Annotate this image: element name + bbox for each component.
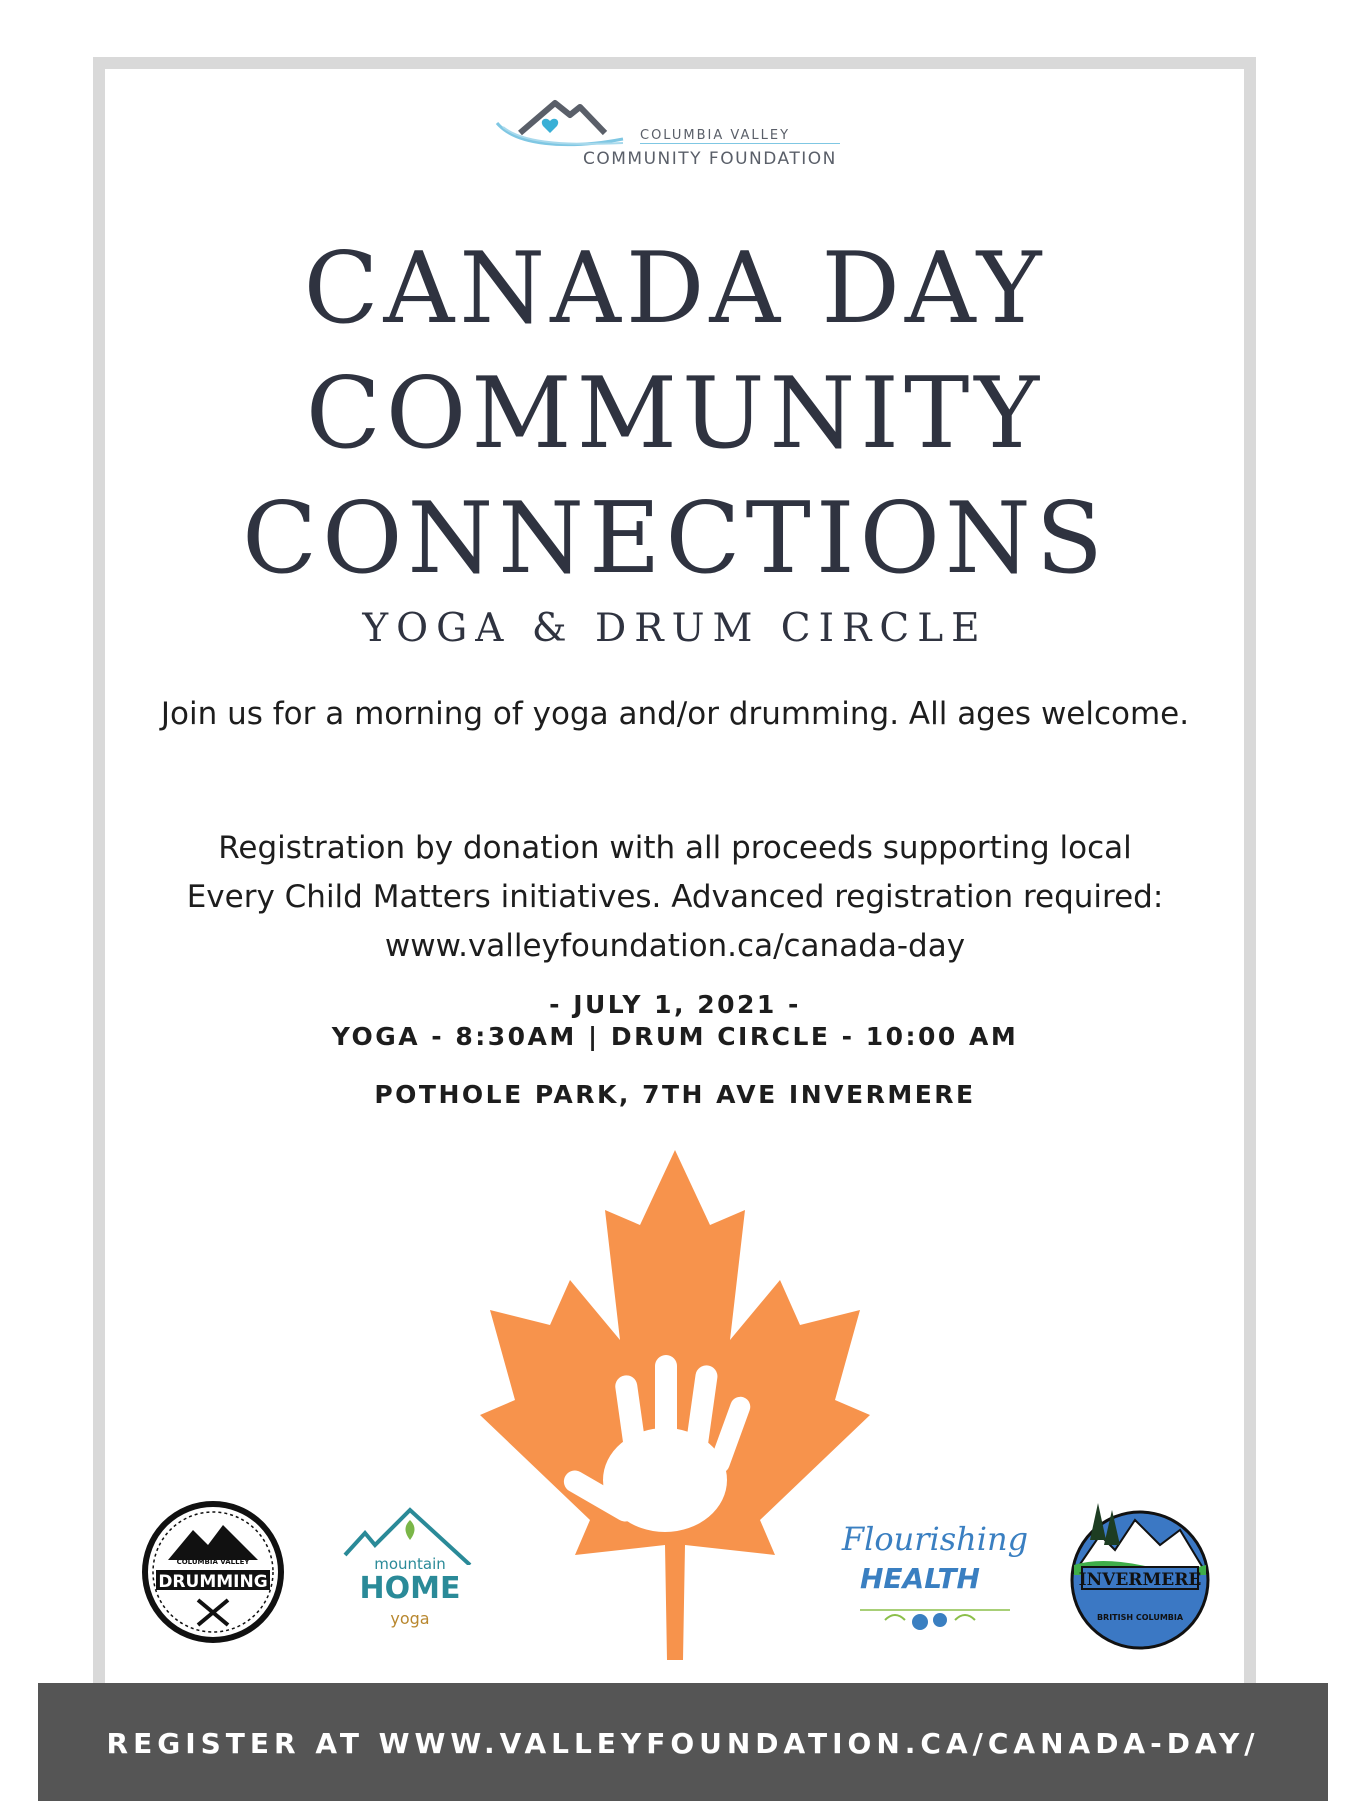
title-line-3: CONNECTIONS: [242, 482, 1108, 596]
registration-paragraph: [130, 824, 1220, 971]
mhy-text-3: yoga: [390, 1609, 430, 1628]
subtitle: YOGA & DRUM CIRCLE: [362, 606, 988, 651]
registration-line-2: Every Child Matters initiatives. Advanced registration required:: [186, 879, 1164, 915]
flower-vine-icon: [840, 1600, 1030, 1640]
event-location: POTHOLE PARK, 7TH AVE INVERMERE: [374, 1080, 976, 1109]
logo-divider: [640, 143, 840, 144]
drumming-top-text: COLUMBIA VALLEY: [176, 1558, 250, 1566]
title-line-1: CANADA DAY: [303, 232, 1047, 346]
title-line-2: COMMUNITY: [305, 357, 1045, 471]
register-link[interactable]: REGISTER AT WWW.VALLEYFOUNDATION.CA/CANADA-DAY/: [106, 1727, 1260, 1760]
foundation-logo: [495, 95, 855, 175]
drumming-logo: [138, 1500, 288, 1645]
registration-line-1: Registration by donation with all proceeds supporting local: [218, 830, 1132, 866]
event-times: YOGA - 8:30AM | DRUM CIRCLE - 10:00 AM: [331, 1022, 1019, 1051]
mountain-heart-icon: [495, 95, 625, 155]
logo-text-main: COMMUNITY FOUNDATION: [583, 149, 837, 169]
flourishing-health-logo: [840, 1520, 1030, 1640]
event-date: - JULY 1, 2021 -: [549, 990, 801, 1019]
invermere-logo: [1060, 1495, 1220, 1650]
register-footer: [38, 1683, 1328, 1801]
flourishing-text: Flourishing: [841, 1520, 1029, 1558]
logo-text-top: COLUMBIA VALLEY: [640, 128, 791, 143]
intro-paragraph: Join us for a morning of yoga and/or drumming. All ages welcome.: [160, 696, 1190, 732]
registration-url[interactable]: www.valleyfoundation.ca/canada-day: [384, 928, 966, 964]
invermere-sub-text: BRITISH COLUMBIA: [1096, 1613, 1184, 1622]
mhy-text-1: mountain: [374, 1555, 446, 1573]
mhy-text-2: HOME: [359, 1571, 461, 1606]
drumming-main-text: DRUMMING: [158, 1572, 268, 1592]
health-text: HEALTH: [860, 1562, 980, 1595]
invermere-text: INVERMERE: [1078, 1570, 1202, 1590]
mountain-home-yoga-logo: [340, 1505, 480, 1645]
